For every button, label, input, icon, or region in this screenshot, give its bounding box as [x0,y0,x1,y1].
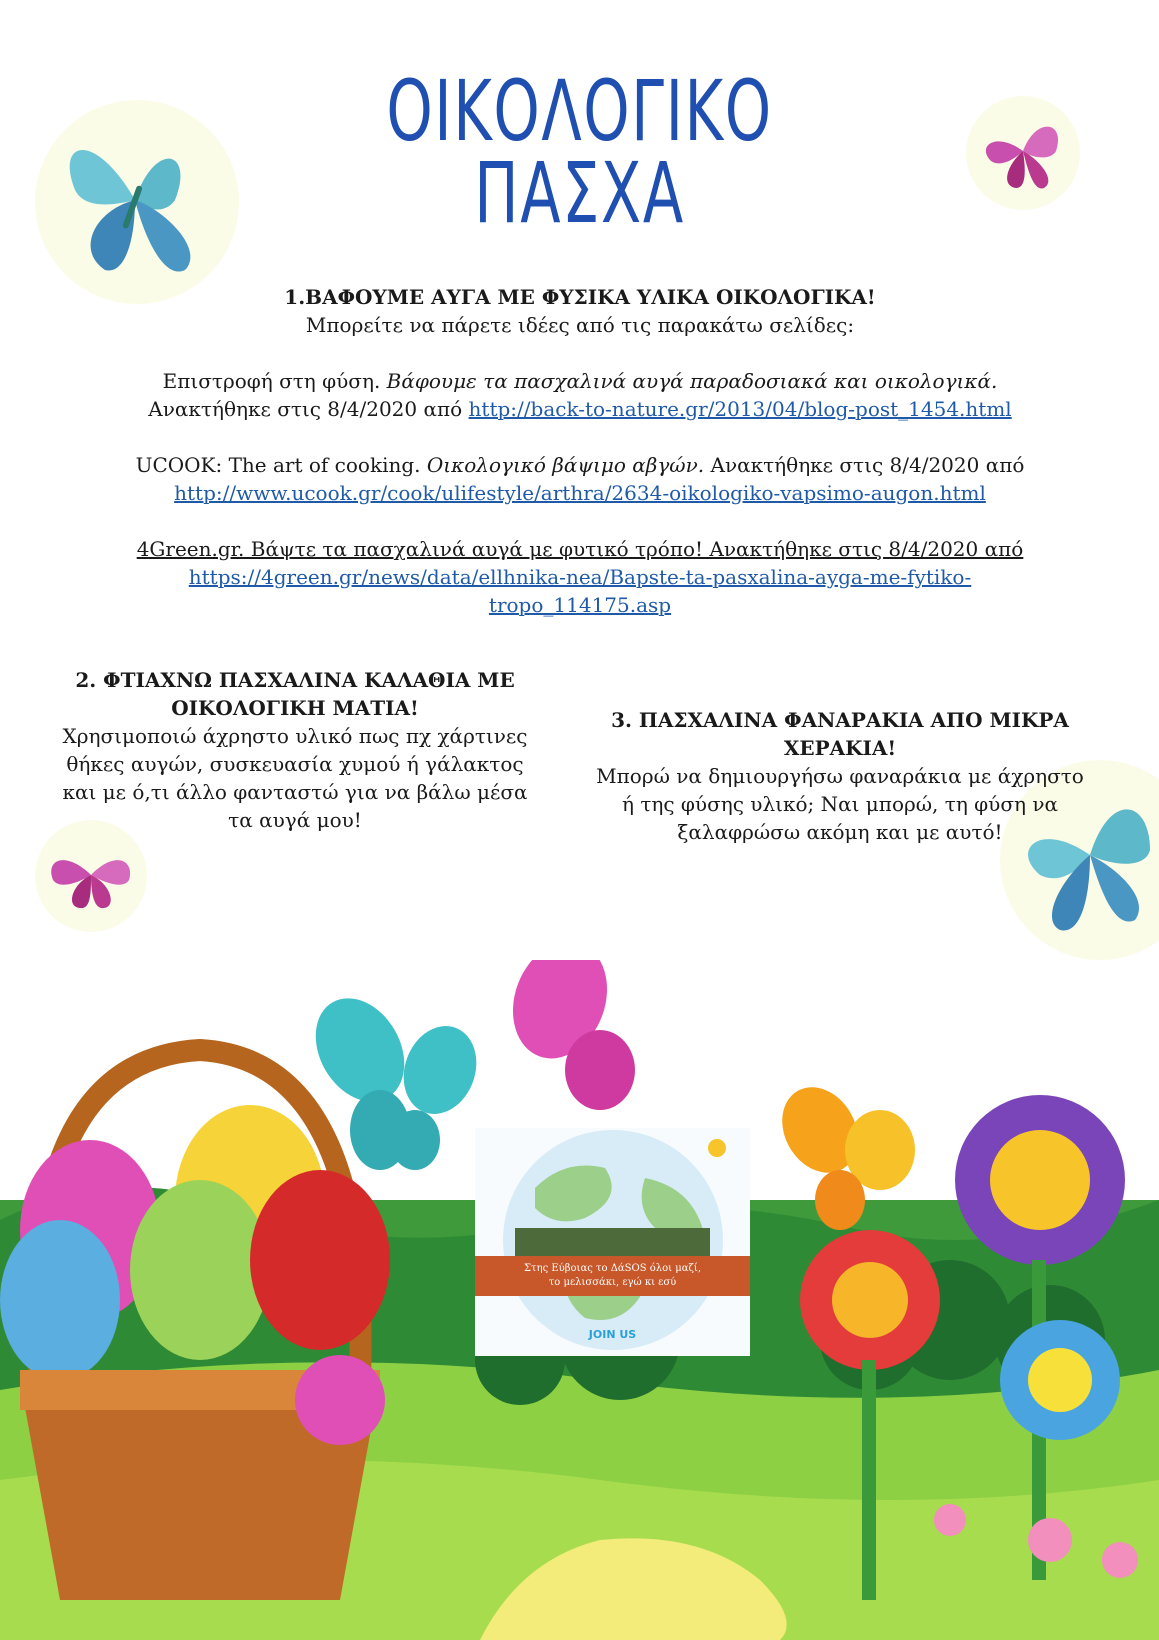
reference-3 [120,535,1040,619]
butterfly-icon [35,820,147,932]
section-3-body-line: ή της φύσης υλικό; Ναι μπορώ, τη φύση να [621,792,1058,816]
section-2-heading-line-2: ΟΙΚΟΛΟΓΙΚΗ ΜΑΤΙΑ! [171,696,419,720]
section-3-heading-line-1: 3. ΠΑΣΧΑΛΙΝΑ ΦΑΝΑΡΑΚΙΑ ΑΠΟ ΜΙΚΡΑ [611,708,1069,732]
butterfly-circle-mid-left [35,820,147,932]
ref-1-source: Επιστροφή στη φύση. [162,369,387,393]
globe-icon [475,1128,750,1356]
ref-1-link[interactable]: http://back-to-nature.gr/2013/04/blog-post_1454.html [468,397,1012,421]
section-1-intro: Μπορείτε να πάρετε ιδέες από τις παρακάτω σελίδες: [305,313,855,337]
section-1 [120,283,1040,619]
ref-2-link[interactable]: http://www.ucook.gr/cook/ulifestyle/arthra/2634-oikologiko-vapsimo-augon.html [174,481,986,505]
logo-banner-line-1: Στης Εύβοιας το ΔάSOS όλοι μαζί, [523,1263,702,1274]
reference-2 [120,451,1040,507]
logo-banner-line-2: το μελισσάκι, εγώ κι εσύ [548,1277,677,1288]
reference-1 [120,367,1040,423]
small-pink-flower-icon [1102,1542,1138,1578]
title-line-2: ΠΑΣΧΑ [474,144,685,242]
section-2-heading-line-1: 2. ΦΤΙΑΧΝΩ ΠΑΣΧΑΛΙΝΑ ΚΑΛΑΘΙΑ ΜΕ [75,668,515,692]
section-3-body-line: Μπορώ να δημιουργήσω φαναράκια με άχρηστο [596,764,1084,788]
title-line-1: ΟΙΚΟΛΟΓΙΚΟ [386,62,773,160]
section-2-body-line: και με ό,τι άλλο φανταστώ για να βάλω μέσα [62,780,528,804]
ref-2-source: UCOOK: The art of cooking. [135,453,427,477]
section-2 [40,666,550,834]
section-3-body-line: ξαλαφρώσω ακόμη και με αυτό! [677,820,1003,844]
section-2-body-line: τα αυγά μου! [228,808,362,832]
small-pink-flower-icon [934,1504,966,1536]
section-2-body-line: Χρησιμοποιώ άχρηστο υλικό πως πχ χάρτινες [62,724,528,748]
logo-banner [475,1256,750,1296]
campaign-logo [475,1128,750,1356]
ref-3-text: 4Green.gr. Βάψτε τα πασχαλινά αυγά με φυτικό τρόπο! Ανακτήθηκε στις 8/4/2020 από [136,537,1024,561]
blue-flower-icon [1000,1320,1120,1440]
section-3-heading-line-2: ΧΕΡΑΚΙΑ! [783,736,897,760]
ref-1-retrieved: Ανακτήθηκε στις 8/4/2020 από [148,397,469,421]
logo-join-text: JOIN US [588,1328,637,1341]
ref-2-article: Οικολογικό βάψιμο αβγών. [426,453,705,477]
easter-basket-icon [0,1050,390,1600]
section-1-heading: 1.ΒΑΦΟΥΜΕ ΑΥΓΑ ΜΕ ΦΥΣΙΚΑ ΥΛΙΚΑ ΟΙΚΟΛΟΓΙΚΑ! [284,285,876,309]
pink-butterfly-icon [497,960,635,1110]
ref-2-retrieved: Ανακτήθηκε στις 8/4/2020 από [704,453,1025,477]
page-title [127,62,1031,242]
section-3 [580,706,1100,846]
ref-1-article: Βάφουμε τα πασχαλινά αυγά παραδοσιακά και οικολογικά. [386,369,998,393]
ref-3-link-line-2[interactable]: tropo_114175.asp [488,593,672,617]
section-2-body-line: θήκες αυγών, συσκευασία χυμού ή γάλακτος [66,752,524,776]
small-pink-flower-icon [1028,1518,1072,1562]
ref-3-link-line-1[interactable]: https://4green.gr/news/data/ellhnika-nea/Bapste-ta-pasxalina-ayga-me-fytiko- [188,565,972,589]
